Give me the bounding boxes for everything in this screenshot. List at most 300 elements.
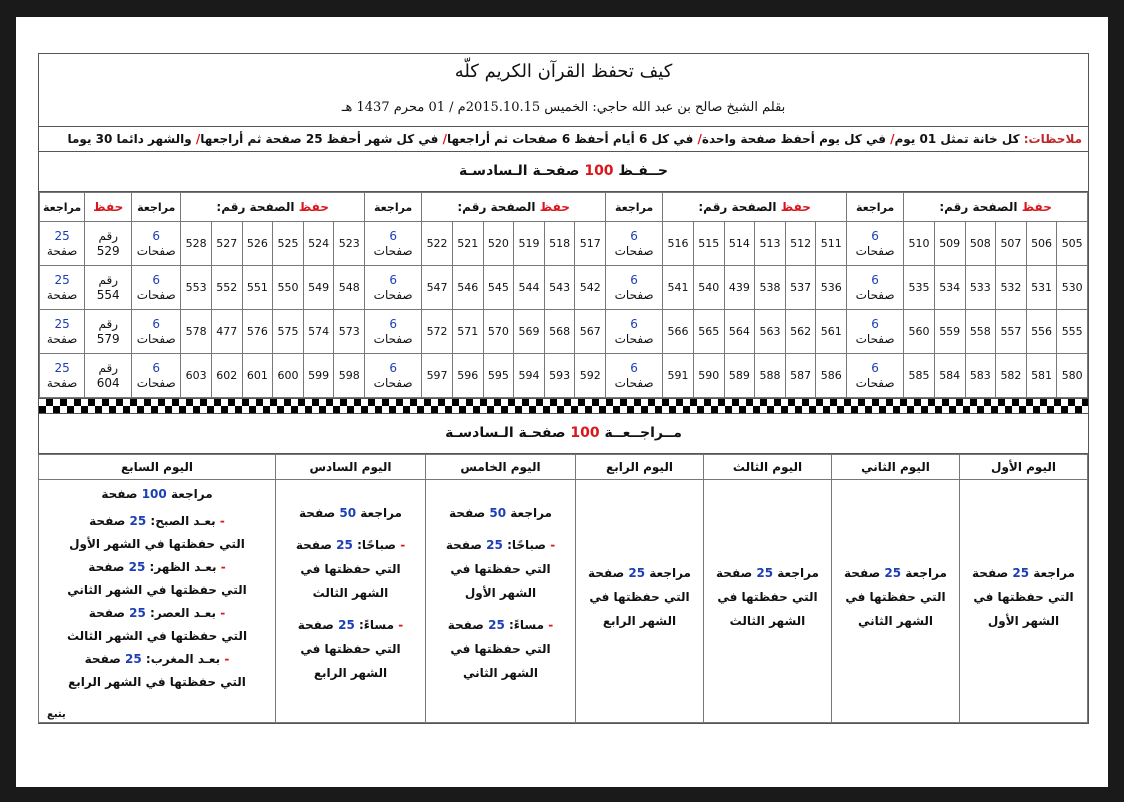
review-6-word: صفحات — [373, 375, 413, 390]
page-number-cell: 578 — [181, 310, 212, 354]
page-number-cell: 538 — [755, 266, 786, 310]
review-6-word: صفحات — [136, 243, 176, 258]
page-number-cell: 597 — [422, 354, 453, 398]
safha-word: صفحة — [299, 506, 336, 520]
review-6-word: صفحات — [855, 243, 895, 258]
safha-word: صفحة — [844, 566, 881, 580]
page-number-cell: 514 — [724, 222, 755, 266]
last-page-num: 579 — [96, 331, 120, 346]
page-number-cell: 560 — [904, 310, 935, 354]
day-header-3: اليوم الثالث — [704, 455, 832, 480]
safha-word: صفحة — [89, 514, 126, 528]
page-number-cell: 589 — [724, 354, 755, 398]
review-6-word: صفحات — [614, 287, 654, 302]
page-number-cell: 593 — [544, 354, 575, 398]
notes-line — [39, 127, 1088, 152]
page-number-cell: 556 — [1026, 310, 1057, 354]
page-number-cell: 506 — [1026, 222, 1057, 266]
count-25: 25 — [884, 566, 902, 580]
page-number-cell: 516 — [663, 222, 694, 266]
page-number-cell: 559 — [934, 310, 965, 354]
count-25: 25 — [338, 618, 355, 632]
review-25-word: صفحة — [46, 243, 78, 258]
memorize-title-post: صفحـة الـسادسـة — [459, 163, 585, 179]
grid-header-group — [663, 193, 847, 222]
review-6-cell — [365, 354, 422, 398]
count-50: 50 — [339, 506, 357, 520]
morning-label: صباحًا: — [357, 538, 397, 552]
after-dhuhr-label: بعـد الظهر: — [149, 560, 217, 574]
count-25: 25 — [128, 560, 146, 574]
page-number-cell: 524 — [303, 222, 334, 266]
review-6-cell — [606, 222, 663, 266]
page-number-cell: 581 — [1026, 354, 1057, 398]
page-num-label: الصفحة رقم: — [457, 200, 536, 214]
day-header-7: اليوم السابع — [39, 455, 276, 480]
review-25-cell — [40, 266, 85, 310]
memorize-grid — [39, 192, 1088, 398]
allati-text: التي حفظتها في — [300, 562, 401, 576]
page-number-cell: 564 — [724, 310, 755, 354]
page-num-label: الصفحة رقم: — [216, 200, 295, 214]
page-number-cell: 549 — [303, 266, 334, 310]
after-maghrib-label: بعـد المغرب: — [145, 652, 221, 666]
review-6-cell — [365, 266, 422, 310]
review-6-num: 6 — [152, 316, 161, 331]
page-number-cell: 547 — [422, 266, 453, 310]
review-6-num: 6 — [871, 272, 879, 287]
day-cell-5 — [426, 480, 576, 723]
bullet: - — [398, 618, 404, 632]
grid-header-review: مراجعة — [365, 193, 422, 222]
review-6-cell — [132, 266, 181, 310]
page-number-cell: 583 — [965, 354, 996, 398]
days-header-row — [39, 455, 1088, 480]
page-number-cell: 591 — [663, 354, 694, 398]
review-25-cell — [40, 222, 85, 266]
review-6-num: 6 — [630, 272, 638, 287]
page-number-cell: 542 — [575, 266, 606, 310]
page-num-label: الصفحة رقم: — [698, 200, 777, 214]
day-header-4: اليوم الرابع — [576, 455, 704, 480]
review-6-num: 6 — [871, 360, 879, 375]
page-number-cell: 557 — [996, 310, 1027, 354]
safha-word: صفحة — [972, 566, 1009, 580]
safha-word: صفحة — [449, 506, 486, 520]
page-number-cell: 580 — [1057, 354, 1088, 398]
page-number-cell: 567 — [575, 310, 606, 354]
note-sep: / — [438, 132, 447, 146]
review-6-word: صفحات — [855, 331, 895, 346]
after-asr-label: بعـد العصر: — [150, 606, 217, 620]
bullet: - — [550, 538, 556, 552]
allati-text: التي حفظتها في — [845, 590, 946, 604]
hifz-label: حفظ — [539, 200, 570, 214]
month-text: الشهر الثالث — [312, 586, 389, 600]
grid-header-hifz: حفظ — [85, 193, 132, 222]
page-number-cell: 558 — [965, 310, 996, 354]
review-25-num: 25 — [54, 228, 70, 243]
continued-label: يتبع — [47, 709, 66, 720]
page-number-cell: 562 — [785, 310, 816, 354]
count-25: 25 — [1012, 566, 1030, 580]
page-number-cell: 512 — [785, 222, 816, 266]
evening-label: مساءً: — [508, 618, 545, 632]
safha-word: صفحة — [88, 606, 125, 620]
page-number-cell: 573 — [334, 310, 365, 354]
review-title-pre: مــراجــعــة — [599, 425, 682, 441]
page-number-cell: 576 — [242, 310, 273, 354]
page-number-cell: 537 — [785, 266, 816, 310]
murajaa-word: مراجعة — [1033, 566, 1075, 580]
memorize-title-pre: حــفـظ — [613, 163, 668, 179]
count-25: 25 — [628, 566, 646, 580]
document-frame — [38, 53, 1089, 724]
page-number-cell: 555 — [1057, 310, 1088, 354]
page-number-cell: 544 — [514, 266, 545, 310]
bullet: - — [400, 538, 406, 552]
review-25-cell — [40, 354, 85, 398]
page-number-cell: 602 — [211, 354, 242, 398]
day-header-6: اليوم السادس — [276, 455, 426, 480]
note-3: في كل 6 أيام أحفظ 6 صفحات ثم أراجعها — [446, 132, 694, 146]
review-section-title — [39, 414, 1088, 454]
review-25-num: 25 — [54, 272, 70, 287]
page-number-cell: 603 — [181, 354, 212, 398]
murajaa-word: مراجعة — [905, 566, 947, 580]
grid-row — [40, 354, 1088, 398]
count-25: 25 — [336, 538, 353, 552]
page-number-cell: 528 — [181, 222, 212, 266]
page-number-cell: 508 — [965, 222, 996, 266]
page-number-cell: 533 — [965, 266, 996, 310]
murajaa-word: مراجعة — [649, 566, 691, 580]
page-number-cell: 574 — [303, 310, 334, 354]
notes-label: ملاحظات: — [1023, 132, 1082, 146]
raqam-word: رقم — [98, 316, 118, 331]
page-number-cell: 569 — [514, 310, 545, 354]
page-number-cell: 575 — [273, 310, 304, 354]
review-6-cell — [847, 222, 904, 266]
last-page-num: 554 — [96, 287, 120, 302]
page-number-cell: 566 — [663, 310, 694, 354]
raqam-word: رقم — [98, 272, 118, 287]
grid-row — [40, 222, 1088, 266]
page-number-cell: 507 — [996, 222, 1027, 266]
page-number-cell: 553 — [181, 266, 212, 310]
page-number-cell: 518 — [544, 222, 575, 266]
page-number-cell: 511 — [816, 222, 847, 266]
page-number-cell: 536 — [816, 266, 847, 310]
page-number-cell: 586 — [816, 354, 847, 398]
raqam-word: رقم — [98, 228, 118, 243]
month-text: الشهر الثاني — [462, 666, 539, 680]
grid-header-review: مراجعة — [606, 193, 663, 222]
hifz-label: حفظ — [298, 200, 329, 214]
review-6-word: صفحات — [373, 331, 413, 346]
month-line: التي حفظتها في الشهر الثالث — [66, 629, 248, 643]
page-number-cell: 563 — [755, 310, 786, 354]
allati-text: التي حفظتها في — [973, 590, 1074, 604]
murajaa-word: مراجعة — [170, 487, 213, 501]
page-number-cell: 548 — [334, 266, 365, 310]
day-cell-7 — [39, 480, 276, 723]
page-number-cell: 592 — [575, 354, 606, 398]
review-25-num: 25 — [54, 360, 70, 375]
review-6-word: صفحات — [614, 375, 654, 390]
allati-text: التي حفظتها في — [589, 590, 690, 604]
page-number-cell: 531 — [1026, 266, 1057, 310]
note-2: في كل يوم أحفظ صفحة واحدة — [701, 132, 886, 146]
hifz-label: حفظ — [1021, 200, 1052, 214]
month-text: الشهر الرابع — [313, 666, 388, 680]
count-25: 25 — [756, 566, 774, 580]
month-text: الشهر الأول — [464, 586, 537, 600]
month-text: الشهر الأول — [987, 614, 1060, 628]
review-6-num: 6 — [389, 272, 397, 287]
memorize-section-title — [39, 152, 1088, 192]
page-number-cell: 568 — [544, 310, 575, 354]
page-number-cell: 541 — [663, 266, 694, 310]
review-6-num: 6 — [152, 272, 161, 287]
page-number-cell: 505 — [1057, 222, 1088, 266]
page-number-cell: 571 — [452, 310, 483, 354]
last-page-num: 604 — [96, 375, 120, 390]
review-6-word: صفحات — [373, 243, 413, 258]
safha-word: صفحة — [88, 560, 125, 574]
page-number-cell: 584 — [934, 354, 965, 398]
safha-word: صفحة — [297, 618, 334, 632]
page-subtitle: بقلم الشيخ صالح بن عبد الله حاجي: الخميس 2015.10.15م / 01 محرم 1437 هـ — [341, 100, 786, 115]
page-number-cell: 517 — [575, 222, 606, 266]
note-4: في كل شهر أحفظ 25 صفحة ثم أراجعها — [200, 132, 439, 146]
page-number-cell: 582 — [996, 354, 1027, 398]
day-header-1: اليوم الأول — [960, 455, 1088, 480]
page-number-cell: 599 — [303, 354, 334, 398]
grid-row — [40, 310, 1088, 354]
review-6-num: 6 — [152, 228, 161, 243]
page-number-cell: 551 — [242, 266, 273, 310]
review-6-cell — [132, 354, 181, 398]
page-number-cell: 535 — [904, 266, 935, 310]
page-number-cell: 595 — [483, 354, 514, 398]
bullet: - — [224, 652, 230, 666]
review-6-cell — [365, 222, 422, 266]
page-number-cell: 600 — [273, 354, 304, 398]
month-line: التي حفظتها في الشهر الثاني — [67, 583, 247, 597]
review-6-word: صفحات — [136, 331, 176, 346]
safha-word: صفحة — [588, 566, 625, 580]
murajaa-word: مراجعة — [777, 566, 819, 580]
review-6-cell — [132, 310, 181, 354]
grid-header-review: مراجعة — [132, 193, 181, 222]
page-number-cell: 545 — [483, 266, 514, 310]
review-6-cell — [365, 310, 422, 354]
grid-header-group — [904, 193, 1088, 222]
review-25-word: صفحة — [46, 375, 78, 390]
safha-word: صفحة — [447, 618, 484, 632]
page-number-cell: 509 — [934, 222, 965, 266]
note-sep: / — [693, 132, 702, 146]
page-number-cell: 523 — [334, 222, 365, 266]
day-cell-6 — [276, 480, 426, 723]
last-page-cell — [85, 310, 132, 354]
memorize-title-num: 100 — [584, 163, 614, 179]
count-25: 25 — [129, 514, 147, 528]
bullet: - — [220, 606, 226, 620]
page-num-label: الصفحة رقم: — [939, 200, 1018, 214]
safha-word: صفحة — [716, 566, 753, 580]
page-number-cell: 543 — [544, 266, 575, 310]
allati-text: التي حفظتها في — [300, 642, 401, 656]
day-header-2: اليوم الثاني — [832, 455, 960, 480]
safha-word: صفحة — [84, 652, 121, 666]
hifz-label: حفظ — [780, 200, 811, 214]
allati-text: التي حفظتها في — [450, 562, 551, 576]
page-number-cell: 594 — [514, 354, 545, 398]
review-title-num: 100 — [570, 425, 600, 441]
document-sheet — [16, 17, 1108, 787]
review-6-cell — [847, 266, 904, 310]
murajaa-word: مراجعة — [360, 506, 402, 520]
page-number-cell: 525 — [273, 222, 304, 266]
page-number-cell: 520 — [483, 222, 514, 266]
page-number-cell: 532 — [996, 266, 1027, 310]
day-cell-2 — [832, 480, 960, 723]
after-fajr-label: بعـد الصبح: — [150, 514, 216, 528]
count-25: 25 — [488, 618, 505, 632]
safha-word: صفحة — [445, 538, 482, 552]
review-6-word: صفحات — [136, 375, 176, 390]
safha-word: صفحة — [295, 538, 332, 552]
page-number-cell: 510 — [904, 222, 935, 266]
page-number-cell: 561 — [816, 310, 847, 354]
review-6-num: 6 — [871, 228, 879, 243]
allati-text: التي حفظتها في — [450, 642, 551, 656]
review-25-num: 25 — [54, 316, 70, 331]
note-sep: / — [191, 132, 201, 146]
bullet: - — [548, 618, 554, 632]
page-number-cell: 534 — [934, 266, 965, 310]
review-6-num: 6 — [389, 228, 397, 243]
count-25: 25 — [486, 538, 503, 552]
grid-row — [40, 266, 1088, 310]
review-6-num: 6 — [630, 228, 638, 243]
bullet: - — [220, 560, 226, 574]
count-50: 50 — [489, 506, 507, 520]
safha-word: صفحة — [101, 487, 138, 501]
page-number-cell: 585 — [904, 354, 935, 398]
review-25-cell — [40, 310, 85, 354]
page-number-cell: 552 — [211, 266, 242, 310]
month-text: الشهر الثالث — [729, 614, 806, 628]
days-body-row — [39, 480, 1088, 723]
review-days-table — [38, 454, 1088, 723]
review-6-word: صفحات — [373, 287, 413, 302]
review-6-word: صفحات — [136, 287, 176, 302]
day-cell-3 — [704, 480, 832, 723]
page-number-cell: 590 — [693, 354, 724, 398]
last-page-num: 529 — [96, 243, 120, 258]
checkered-divider — [39, 398, 1088, 414]
note-5: والشهر دائما 30 يوما — [67, 132, 192, 146]
month-line: التي حفظتها في الشهر الأول — [69, 537, 245, 551]
review-6-num: 6 — [871, 316, 879, 331]
grid-header-review: مراجعة — [847, 193, 904, 222]
review-6-num: 6 — [630, 316, 638, 331]
last-page-cell — [85, 266, 132, 310]
day-cell-4 — [576, 480, 704, 723]
page-number-cell: 477 — [211, 310, 242, 354]
title-block — [39, 54, 1088, 127]
review-6-word: صفحات — [855, 375, 895, 390]
review-6-cell — [847, 354, 904, 398]
day-cell-1 — [960, 480, 1088, 723]
count-100: 100 — [141, 487, 167, 501]
page-number-cell: 540 — [693, 266, 724, 310]
month-text: الشهر الثاني — [857, 614, 934, 628]
review-25-word: صفحة — [46, 287, 78, 302]
review-6-num: 6 — [630, 360, 638, 375]
review-6-word: صفحات — [614, 331, 654, 346]
page-number-cell: 550 — [273, 266, 304, 310]
page-number-cell: 513 — [755, 222, 786, 266]
review-6-num: 6 — [389, 316, 397, 331]
review-6-cell — [132, 222, 181, 266]
review-6-num: 6 — [389, 360, 397, 375]
grid-header-row — [40, 193, 1088, 222]
page-number-cell: 572 — [422, 310, 453, 354]
review-title-post: صفحـة الـسادسـة — [445, 425, 571, 441]
page-number-cell: 565 — [693, 310, 724, 354]
count-25: 25 — [129, 606, 146, 620]
month-line: التي حفظتها في الشهر الرابع — [68, 675, 246, 689]
review-25-word: صفحة — [46, 331, 78, 346]
page-number-cell: 526 — [242, 222, 273, 266]
review-6-num: 6 — [152, 360, 161, 375]
page-number-cell: 530 — [1057, 266, 1088, 310]
page-title: كيف تحفظ القرآن الكريم كلّه — [454, 61, 673, 82]
page-number-cell: 570 — [483, 310, 514, 354]
month-text: الشهر الرابع — [602, 614, 677, 628]
review-6-cell — [606, 354, 663, 398]
allati-text: التي حفظتها في — [717, 590, 818, 604]
page-number-cell: 439 — [724, 266, 755, 310]
morning-label: صباحًا: — [507, 538, 547, 552]
day-header-5: اليوم الخامس — [426, 455, 576, 480]
page-number-cell: 596 — [452, 354, 483, 398]
review-6-cell — [606, 266, 663, 310]
page-number-cell: 598 — [334, 354, 365, 398]
page-number-cell: 515 — [693, 222, 724, 266]
review-6-word: صفحات — [614, 243, 654, 258]
review-6-cell — [847, 310, 904, 354]
grid-header-group — [422, 193, 606, 222]
grid-header-review: مراجعة — [40, 193, 85, 222]
review-6-word: صفحات — [855, 287, 895, 302]
page-number-cell: 601 — [242, 354, 273, 398]
note-sep: / — [885, 132, 895, 146]
page-number-cell: 527 — [211, 222, 242, 266]
count-25: 25 — [125, 652, 142, 666]
page-number-cell: 587 — [785, 354, 816, 398]
page-number-cell: 521 — [452, 222, 483, 266]
murajaa-word: مراجعة — [510, 506, 552, 520]
last-page-cell — [85, 354, 132, 398]
grid-header-group — [181, 193, 365, 222]
page-number-cell: 546 — [452, 266, 483, 310]
page-number-cell: 588 — [755, 354, 786, 398]
